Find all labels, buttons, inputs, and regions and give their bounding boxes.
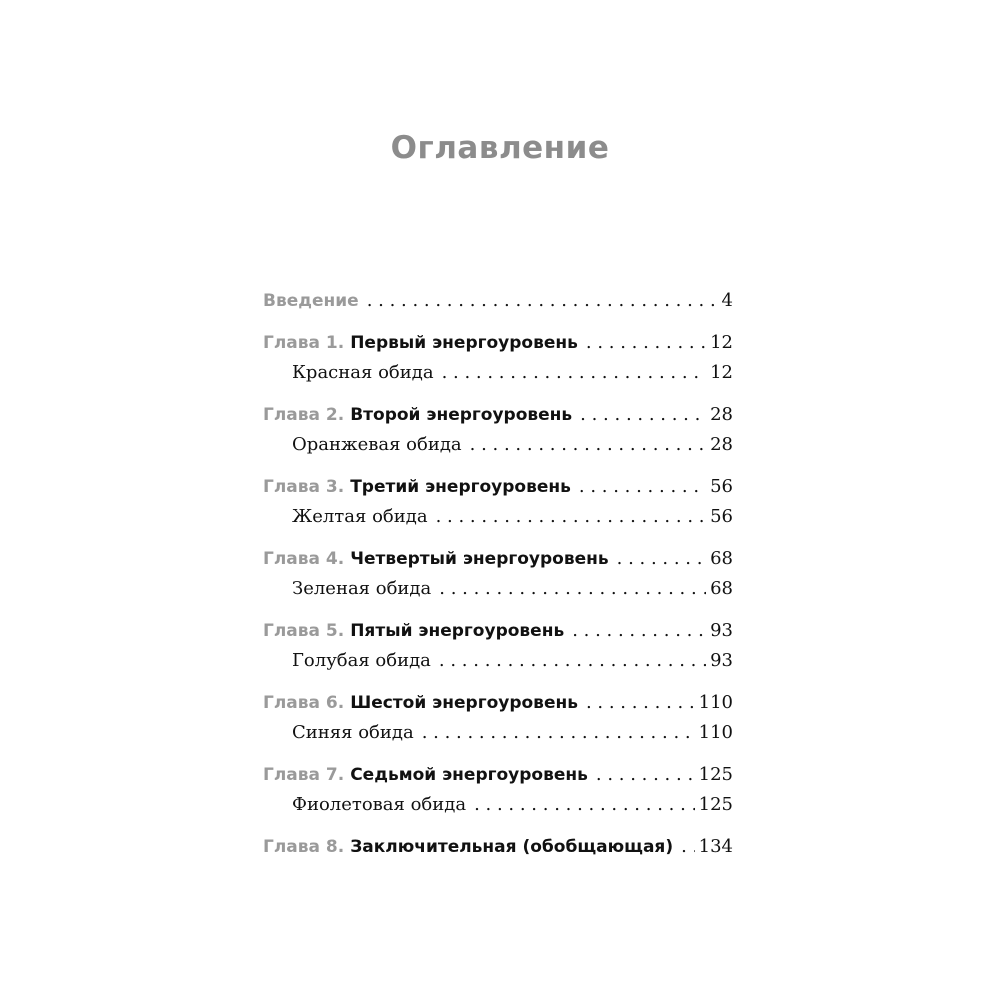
page-number: 68: [710, 548, 733, 569]
toc-entry-subsection-4[interactable]: [263, 578, 733, 608]
dot-leader: [572, 620, 706, 644]
toc-entry-subsection-3[interactable]: [263, 506, 733, 536]
chapter-number: Глава 5.: [263, 621, 345, 641]
subsection-title: Желтая обида: [292, 506, 428, 527]
chapter-title: Заключительная (обобщающая): [350, 837, 674, 857]
toc-entry-chapter-2[interactable]: [263, 404, 733, 434]
chapter-number: Глава 3.: [263, 477, 345, 497]
page-number: 93: [710, 620, 733, 641]
toc-entry-subsection-7[interactable]: [263, 794, 733, 824]
dot-leader: [586, 332, 706, 356]
dot-leader: [579, 476, 706, 500]
page-number: 56: [710, 506, 733, 527]
toc-entry-chapter-1[interactable]: [263, 332, 733, 362]
subsection-title: Фиолетовая обида: [292, 794, 467, 815]
toc-entry-chapter-3[interactable]: [263, 476, 733, 506]
chapter-title: Шестой энергоуровень: [350, 693, 578, 713]
dot-leader: [442, 362, 707, 386]
chapter-number: Глава 6.: [263, 693, 345, 713]
page-number: 125: [698, 764, 733, 785]
chapter-number: Глава 2.: [263, 405, 345, 425]
dot-leader: [470, 434, 706, 458]
toc-entry-subsection-6[interactable]: [263, 722, 733, 752]
toc-entry-chapter-4[interactable]: [263, 548, 733, 578]
chapter-number: Глава 8.: [263, 837, 345, 857]
page-number: 28: [710, 404, 733, 425]
page-number: 4: [721, 290, 733, 311]
intro-title: Введение: [263, 291, 359, 311]
chapter-number: Глава 7.: [263, 765, 345, 785]
page-number: 93: [710, 650, 733, 671]
table-of-contents: [263, 290, 733, 866]
page-number: 56: [710, 476, 733, 497]
subsection-title: Голубая обида: [292, 650, 431, 671]
subsection-title: Оранжевая обида: [292, 434, 462, 455]
toc-entry-intro[interactable]: [263, 290, 733, 320]
toc-entry-chapter-6[interactable]: [263, 692, 733, 722]
chapter-title: Первый энергоуровень: [350, 333, 578, 353]
page-number: 28: [710, 434, 733, 455]
toc-entry-chapter-8[interactable]: [263, 836, 733, 866]
page-number: 134: [698, 836, 733, 857]
dot-leader: [422, 722, 695, 746]
page-number: 12: [710, 332, 733, 353]
toc-entry-chapter-7[interactable]: [263, 764, 733, 794]
dot-leader: [580, 404, 706, 428]
page-number: 125: [698, 794, 733, 815]
chapter-number: Глава 4.: [263, 549, 345, 569]
toc-entry-chapter-5[interactable]: [263, 620, 733, 650]
page-number: 110: [698, 692, 733, 713]
dot-leader: [367, 290, 718, 314]
toc-entry-subsection-5[interactable]: [263, 650, 733, 680]
subsection-title: Синяя обида: [292, 722, 414, 743]
chapter-title: Пятый энергоуровень: [350, 621, 565, 641]
page-number: 110: [698, 722, 733, 743]
page-number: 12: [710, 362, 733, 383]
subsection-title: Красная обида: [292, 362, 434, 383]
dot-leader: [586, 692, 695, 716]
chapter-title: Третий энергоуровень: [350, 477, 571, 497]
dot-leader: [439, 650, 706, 674]
dot-leader: [681, 836, 695, 860]
toc-entry-subsection-2[interactable]: [263, 434, 733, 464]
chapter-title: Второй энергоуровень: [350, 405, 573, 425]
page-number: 68: [710, 578, 733, 599]
chapter-number: Глава 1.: [263, 333, 345, 353]
dot-leader: [436, 506, 707, 530]
dot-leader: [474, 794, 695, 818]
toc-entry-subsection-1[interactable]: [263, 362, 733, 392]
chapter-title: Четвертый энергоуровень: [350, 549, 609, 569]
dot-leader: [617, 548, 706, 572]
dot-leader: [439, 578, 706, 602]
chapter-title: Седьмой энергоуровень: [350, 765, 588, 785]
dot-leader: [596, 764, 695, 788]
subsection-title: Зеленая обида: [292, 578, 432, 599]
page-title: Оглавление: [390, 130, 610, 166]
